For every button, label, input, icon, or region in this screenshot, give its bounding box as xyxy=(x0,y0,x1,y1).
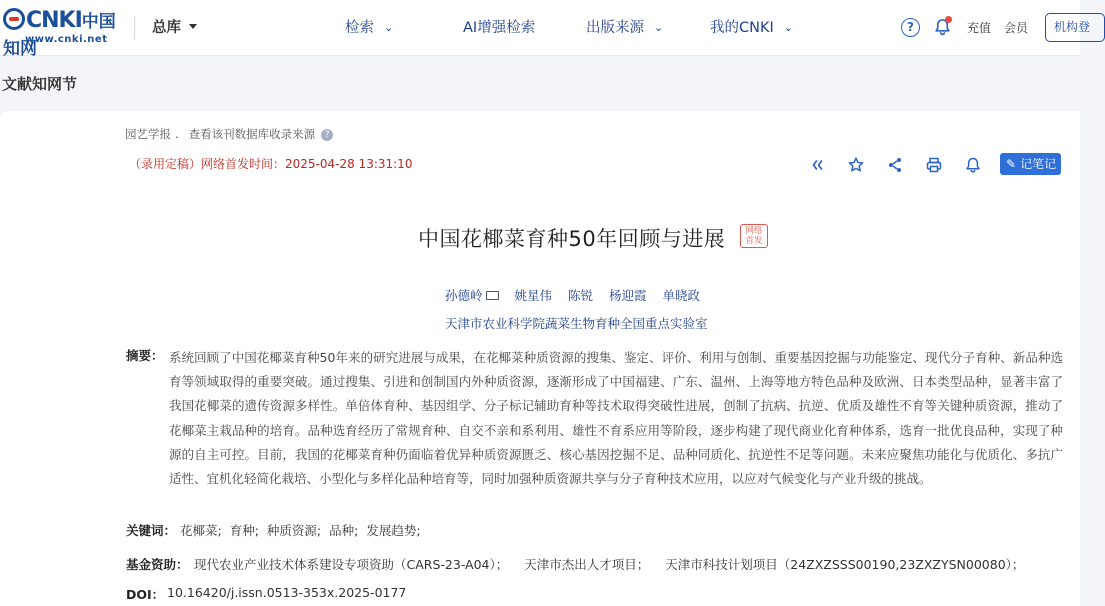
star-icon xyxy=(847,156,865,174)
share-button[interactable] xyxy=(884,153,906,177)
favorite-button[interactable] xyxy=(845,153,867,177)
funding-list xyxy=(194,555,1036,573)
publish-time: （录用定稿）网络首发时间：2025-04-28 13:31:10 xyxy=(129,157,413,171)
author-list xyxy=(445,286,712,304)
author-link[interactable]: 姚星伟 xyxy=(514,288,553,303)
keyword-link[interactable]: 花椰菜; xyxy=(180,523,222,538)
cite-button[interactable] xyxy=(807,153,829,177)
online-first-badge xyxy=(740,224,768,248)
subscribe-button[interactable] xyxy=(962,153,984,177)
nav-search[interactable] xyxy=(345,18,393,38)
take-notes-label: 记笔记 xyxy=(1020,157,1057,171)
abstract-label: 摘要： xyxy=(126,348,164,363)
keyword-link[interactable]: 品种; xyxy=(329,523,359,538)
author-link[interactable]: 陈锐 xyxy=(568,288,594,303)
doi-label: DOI： xyxy=(126,587,165,602)
online-first-badge-text: 网络首发 xyxy=(745,226,763,246)
notification-dot xyxy=(945,16,952,23)
question-icon[interactable]: ? xyxy=(321,129,333,141)
keyword-link[interactable]: 育种; xyxy=(229,523,259,538)
author-link[interactable]: 杨迎霞 xyxy=(609,288,647,303)
breadcrumb-separator: . xyxy=(175,127,179,141)
caret-down-icon xyxy=(189,24,197,29)
keywords-label: 关键词： xyxy=(126,523,177,538)
chevron-down-icon: ⌄ xyxy=(384,21,394,34)
affiliation-link[interactable]: 天津市农业科学院蔬菜生物育种全国重点实验室 xyxy=(445,316,708,331)
database-source-link[interactable]: 查看该刊数据库收录来源 xyxy=(188,127,316,141)
funding-link[interactable]: 天津市科技计划项目（24ZXZSSS00190,23ZXZYSN00080）； xyxy=(665,557,1025,572)
institution-login-button[interactable]: 机构登 xyxy=(1045,13,1105,42)
database-selector-label: 总库 xyxy=(152,20,181,36)
nav-ai-search-label: AI增强检索 xyxy=(463,20,536,36)
funding-link[interactable]: 天津市杰出人才项目； xyxy=(524,557,650,572)
keyword-list xyxy=(180,521,425,539)
mail-icon[interactable] xyxy=(486,291,499,300)
cnki-logo[interactable] xyxy=(3,8,123,59)
top-navigation-bar xyxy=(0,0,1091,59)
breadcrumb xyxy=(125,126,333,142)
logo-url: www.cnki.net xyxy=(25,34,108,45)
keyword-link[interactable]: 种质资源; xyxy=(266,523,322,538)
funding-link[interactable]: 现代农业产业技术体系建设专项资助（CARS-23-A04）； xyxy=(194,557,509,572)
nav-ai-search[interactable] xyxy=(463,18,535,38)
globe-icon xyxy=(3,8,25,30)
author-link[interactable] xyxy=(445,288,499,303)
recharge-link[interactable]: 充值 xyxy=(967,21,992,35)
nav-divider xyxy=(134,16,135,40)
print-button[interactable] xyxy=(923,153,945,177)
printer-icon xyxy=(925,156,943,174)
quote-icon xyxy=(809,156,827,174)
chevron-down-icon: ⌄ xyxy=(654,21,664,34)
database-selector[interactable] xyxy=(152,18,197,38)
author-link[interactable]: 单晓政 xyxy=(662,288,701,303)
article-title: 中国花椰菜育种50年回顾与进展 xyxy=(418,227,726,251)
nav-my-cnki-label: 我的CNKI xyxy=(710,20,774,36)
help-icon[interactable]: ? xyxy=(901,18,920,37)
logo-chinese: 中国知网 xyxy=(3,12,116,59)
share-icon xyxy=(886,156,904,174)
logo-text: CNKI xyxy=(26,8,82,33)
chevron-down-icon: ⌄ xyxy=(783,21,793,34)
doi-value: 10.16420/j.issn.0513-353x.2025-0177 xyxy=(167,585,407,600)
nav-publication-source-label: 出版来源 xyxy=(586,20,644,36)
abstract-text: 系统回顾了中国花椰菜育种50年来的研究进展与成果，在花椰菜种质资源的搜集、鉴定、评价、利用与创制、重要基因挖掘与功能鉴定、现代分子育种、新品种选育等领域取得的重要突破。通过搜集、引进和创制国内外种质资源，逐渐形成了中国福建、广东、温州、上海等地方特色品种及欧洲、日本类型品种，显著丰富了我国花椰菜的遗传资源多样性。单倍体育种、基因组学、分子标记辅助育种等技术取得突破性进展，创制了抗病、抗逆、优质及雄性不育等关键种质资源，推动了花椰菜主栽品种的培育。品种选育经历了常规育种、自交不亲和系利用、雄性不育系应用等阶段，逐步构建了现代商业化育种体系，选育一批优良品种，实现了种源的自主可控。目前，我国的花椰菜育种仍面临着优异种质资源匮乏、核心基因挖掘不足、品种同质化、抗逆性不足等问题。未来应聚焦功能化与优质化、多抗广适性、宜机化轻简化栽培、小型化与多样化品种培育等，同时加强种质资源共享与分子育种技术应用，以应对气候变化与产业升级的挑战。 xyxy=(169,350,1063,487)
funding-label: 基金资助： xyxy=(126,557,189,572)
keyword-link[interactable]: 发展趋势; xyxy=(366,523,421,538)
take-notes-button[interactable] xyxy=(1000,153,1061,175)
author-name: 孙德岭 xyxy=(445,288,483,303)
bell-icon xyxy=(964,156,982,174)
member-link[interactable]: 会员 xyxy=(1004,21,1029,35)
nav-search-label: 检索 xyxy=(345,20,374,36)
pencil-icon: ✎ xyxy=(1006,157,1017,171)
page-title: 文献知网节 xyxy=(2,75,78,93)
nav-my-cnki[interactable] xyxy=(710,18,793,38)
journal-link[interactable]: 园艺学报 xyxy=(125,127,171,141)
nav-publication-source[interactable] xyxy=(586,18,663,38)
